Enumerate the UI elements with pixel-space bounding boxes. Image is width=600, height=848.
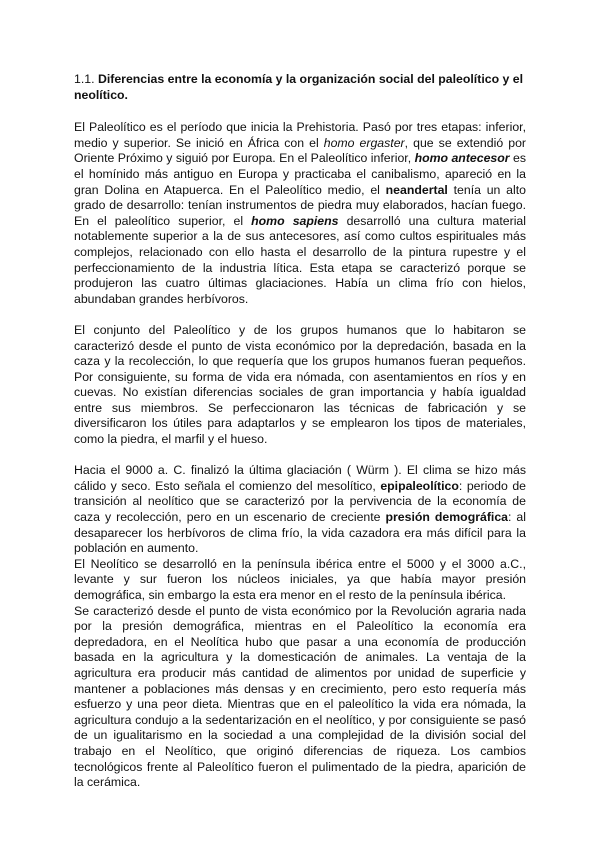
paragraph-mesolithic <box>74 463 526 557</box>
section-title: Diferencias entre la economía y la organización social del paleolítico y el neolítico. <box>74 72 524 102</box>
text-run: desarrolló una cultura material notablemente superior a la de sus antecesores, así como cultos espirituales más complejos, relacionado con ello hasta el desarrollo de la pintura rupestre y el perfeccionamiento de la industria lítica. Esta etapa se caracterizó porque se produjeron las cuatro últimas glaciaciones. Había un clima frío con hielos, abundaban grandes herbívoros. <box>74 213 526 306</box>
section-number: 1.1. <box>74 72 95 86</box>
term-homo-ergaster: homo ergaster <box>323 135 405 150</box>
text-run: tenía un alto grado de desarrollo: tenían instrumentos de piedra muy elaborados, hacían fuego. En el paleolítico superior, el <box>74 182 526 228</box>
text-run: : periodo de transición al neolítico que se caracterizó por la pervivencia de la economía de caza y recolección, pero en un escenario de creciente <box>74 478 527 525</box>
term-epipaleolitico: epipaleolítico <box>380 478 459 493</box>
text-run: , que se extendió por Oriente Próximo y siguió por Europa. En el Paleolítico inferior, <box>74 135 526 166</box>
paragraph-neolithic-iberia: El Neolítico se desarrolló en la península ibérica entre el 5000 y el 3000 a.C., levante y sur fueron los núcleos iniciales, ya que había mayor presión demográfica, sin embargo la esta era menor en el resto de la península ibérica. <box>74 556 526 602</box>
text-run: : al desaparecer los herbívoros de clima frío, la vida cazadora era más difícil para la población en aumento. <box>74 510 527 556</box>
paragraph-paleolithic-stages <box>74 120 526 307</box>
text-run: es el homínido más antiguo en Europa y practicaba el canibalismo, apareció en la gran Dolina en Atapuerca. En el Paleolítico medio, el <box>74 151 527 197</box>
term-homo-sapiens: homo sapiens <box>251 213 339 228</box>
term-homo-antecesor: homo antecesor <box>414 151 510 166</box>
paragraph-neolithic-economy: Se caracterizó desde el punto de vista económico por la Revolución agraria nada por la presión demográfica, mientras en el Paleolítico la economía era depredadora, en el Neolítica hubo que pasar a una economía de producción basada en la agricultura y la domesticación de animales. La ventaja de la agricultura era producir más cantidad de alimentos por unidad de superficie y mantener a poblaciones más densas y en crecimiento, pero esto requería más esfuerzo y una peor dieta. Mientras que en el paleolítico la vida era nómada, la agricultura condujo a la sedentarización en el neolítico, y por consiguiente se pasó de un igualitarismo en la sociedad a una complejidad de la división social del trabajo en el Neolítico, que originó diferencias de riqueza. Los cambios tecnológicos frente al Paleolítico fueron el pulimentado de la piedra, aparición de la cerámica. <box>74 603 526 790</box>
term-neandertal: neandertal <box>385 182 448 197</box>
term-presion-demografica: presión demográfica <box>385 510 509 525</box>
section-heading <box>74 72 526 103</box>
paragraph-paleolithic-economy: El conjunto del Paleolítico y de los grupos humanos que lo habitaron se caracterizó desde el punto de vista económico por la depredación, basada en la caza y la recolección, lo que requería que los grupos humanos fueran pequeños. Por consiguiente, su forma de vida era nómada, con asentamientos en ríos y en cuevas. No existían diferencias sociales de gran importancia y había igualdad entre sus miembros. Se perfeccionaron las técnicas de fabricación y se diversificaron los útiles para adaptarlos y se emplearon los tipos de materiales, como la piedra, el marfil y el hueso. <box>74 322 526 447</box>
text-run: El Paleolítico es el período que inicia la Prehistoria. Pasó por tres etapas: inferior, medio y superior. Se inició en África con el <box>74 120 526 150</box>
text-run: Hacia el 9000 a. C. finalizó la última glaciación ( Würm ). El clima se hizo más cálido y seco. Esto señala el comienzo del mesolítico, <box>74 463 526 493</box>
document-page <box>74 72 526 791</box>
